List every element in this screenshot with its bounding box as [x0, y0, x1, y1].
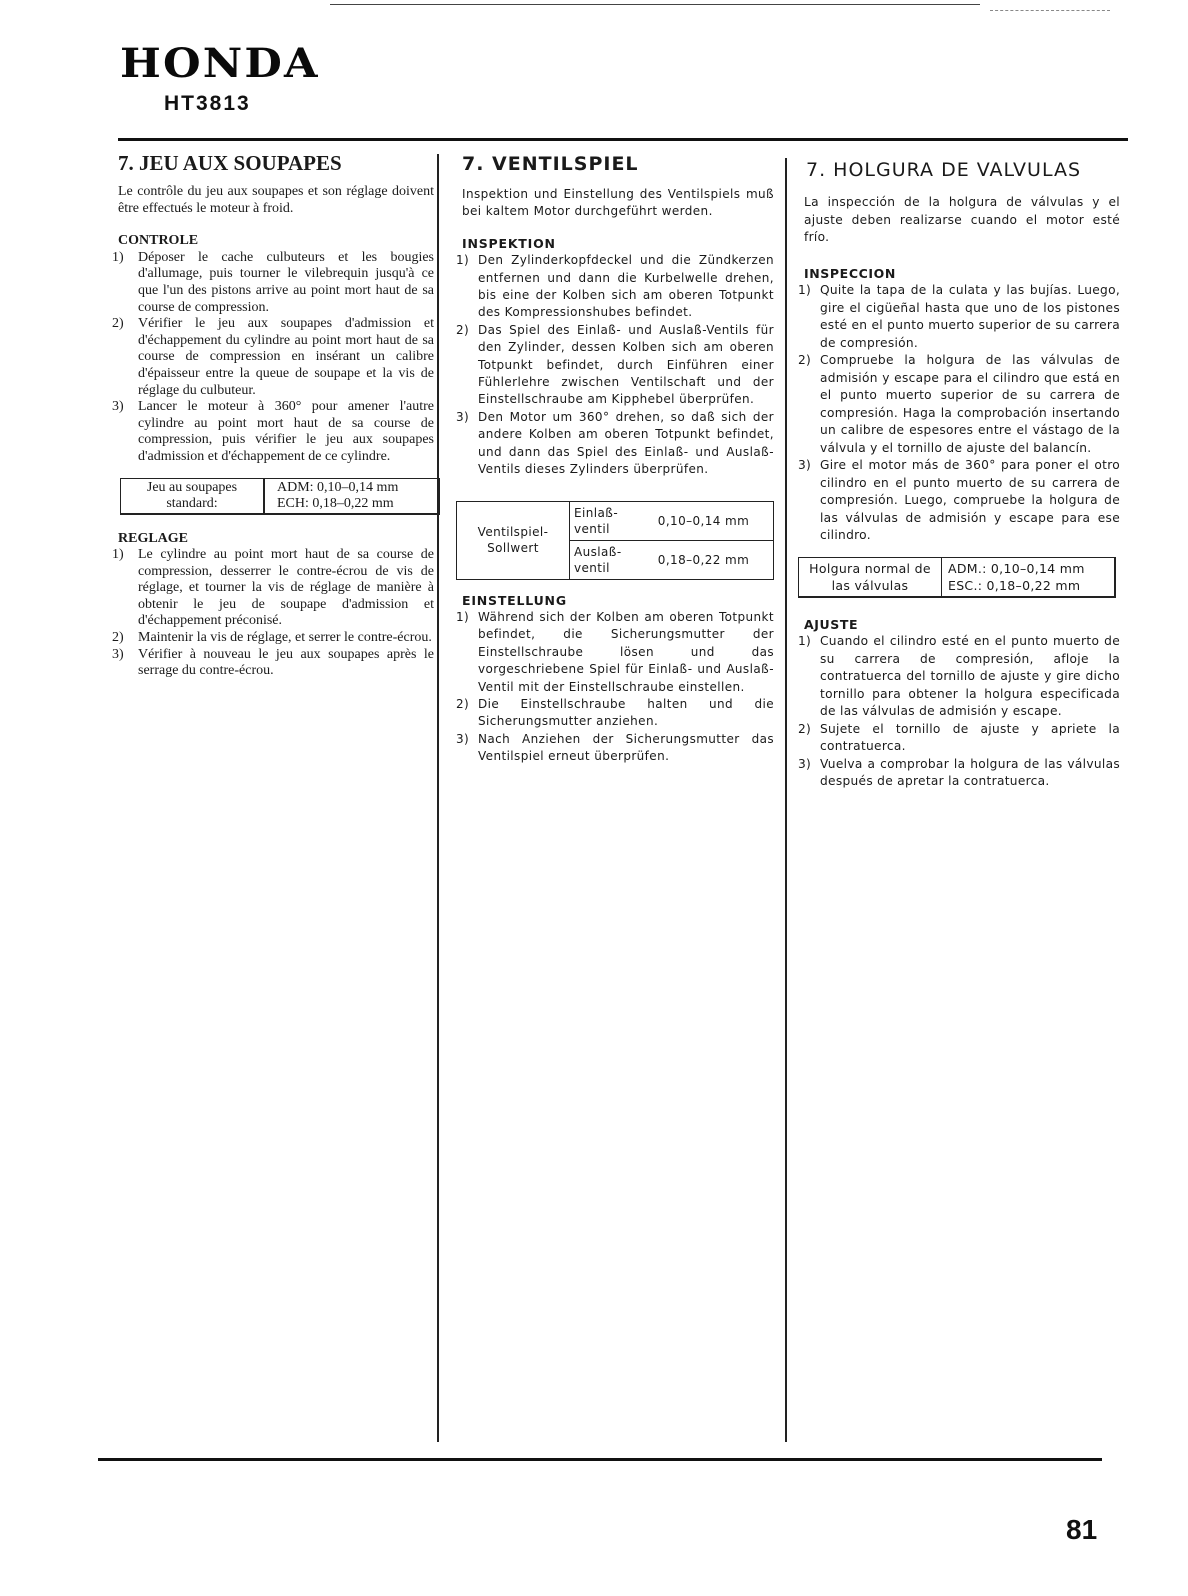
- model-number: HT3813: [164, 92, 251, 115]
- step-text: Gire el motor más de 360° para poner el otro cilindro en el punto muerto de su carrera de compresión. Luego, compruebe la holgura de las válvulas de admisión y escape para ese cilindro.: [820, 458, 1120, 542]
- list-item: [456, 409, 774, 479]
- german-column: [456, 152, 774, 766]
- section-title: 7. HOLGURA DE VALVULAS: [806, 159, 1082, 181]
- step-text: Die Einstellschraube halten und die Sicherungsmutter anziehen.: [478, 696, 774, 729]
- adjust-heading: AJUSTE: [804, 616, 859, 632]
- step-text: Während sich der Kolben am oberen Totpunkt befindet, die Sicherungsmutter der Einstellschraube lösen und das vorgeschriebene Spiel für Einlaß- und Auslaß-Ventil mit der Einstellschraube einstellen.: [478, 609, 774, 694]
- page-number: 81: [1066, 1514, 1098, 1545]
- step-text: Compruebe la holgura de las válvulas de admisión y escape para el cilindro que está en el punto muerto superior de su carrera de compresión. Haga la comprobación insertando un calibre de espesores entre el vástago de la válvula y el tornillo de ajuste del balancín.: [820, 353, 1120, 455]
- spec-table: [798, 557, 1116, 598]
- list-item: [798, 352, 1120, 457]
- check-steps: [798, 282, 1120, 545]
- list-item: [112, 250, 434, 316]
- step-number: 3): [112, 399, 124, 415]
- section-title: 7. VENTILSPIEL: [462, 153, 639, 175]
- spec-intake-value: ADM.: 0,10–0,14 mm: [948, 560, 1085, 576]
- step-text: Vuelva a comprobar la holgura de las válvulas después de apretar la contratuerca.: [820, 756, 1120, 788]
- list-item: [112, 647, 434, 680]
- list-item: [798, 633, 1120, 721]
- step-text: Sujete el tornillo de ajuste y apriete la contratuerca.: [820, 721, 1120, 753]
- step-number: 1): [112, 249, 124, 265]
- spec-intake-label: Einlaß-ventil: [570, 501, 635, 540]
- list-item: [456, 696, 774, 731]
- spec-intake-value: 0,10–0,14 mm: [634, 501, 774, 540]
- top-dashed-rule: [990, 10, 1110, 11]
- step-text: Lancer le moteur à 360° pour amener l'autre cylindre au point mort haut de sa course de compression, puis vérifier le jeu aux soupapes d'admission et d'échappement de ce cylindre.: [138, 399, 434, 464]
- spec-label: Holgura normal de las válvulas: [799, 557, 942, 597]
- check-heading: INSPEKTION: [462, 235, 556, 251]
- list-item: [456, 252, 774, 322]
- list-item: [456, 731, 774, 766]
- step-number: 3): [456, 409, 470, 424]
- step-number: 1): [112, 547, 124, 563]
- step-number: 1): [456, 253, 470, 268]
- step-text: Vérifier le jeu aux soupapes d'admission et d'échappement du cylindre au point mort haut de sa course de compression en insérant un calibre d'épaisseur entre la queue de soupape et la vis de réglage du culbuteur.: [138, 316, 434, 398]
- list-item: [112, 547, 434, 630]
- spec-exhaust-value: 0,18–0,22 mm: [634, 540, 774, 579]
- header-rule: [118, 138, 1128, 141]
- step-number: 1): [798, 634, 812, 648]
- step-text: Quite la tapa de la culata y las bujías. Luego, gire el cigüeñal hasta que uno de los pistones esté en el punto muerto superior de su carrera de compresión.: [820, 283, 1120, 350]
- step-text: Déposer le cache culbuteurs et les bougies d'allumage, puis tourner le vilebrequin jusqu'à ce que l'un des pistons arrive au point mort haut de sa course de compression.: [138, 249, 434, 315]
- column-divider: [785, 158, 787, 1442]
- footer-rule: [98, 1458, 1102, 1461]
- list-item: [456, 609, 774, 696]
- adjust-heading: EINSTELLUNG: [462, 592, 567, 608]
- step-number: 3): [798, 458, 812, 472]
- check-steps: [112, 250, 434, 466]
- check-steps: [456, 252, 774, 478]
- list-item: [112, 630, 434, 647]
- intro-paragraph: La inspección de la holgura de válvulas y el ajuste deben realizarse cuando el motor esté frío.: [804, 195, 1120, 244]
- check-heading: CONTROLE: [118, 233, 199, 249]
- step-text: Maintenir la vis de réglage, et serrer le contre-écrou.: [138, 630, 432, 646]
- list-item: [798, 282, 1120, 352]
- section-title: 7. JEU AUX SOUPAPES: [118, 151, 342, 175]
- step-text: Le cylindre au point mort haut de sa course de compression, desserrer le contre-écrou de vis de réglage, et tourner la vis de réglage de manière à obtenir le jeu de soupape d'admission et d'échappement préconisé.: [138, 547, 434, 629]
- step-number: 1): [456, 609, 470, 624]
- list-item: [798, 756, 1120, 791]
- spec-exhaust-label: Auslaß-ventil: [570, 540, 635, 579]
- top-rule: [330, 4, 980, 5]
- spec-label: Ventilspiel-Sollwert: [457, 501, 570, 579]
- step-number: 2): [112, 630, 124, 646]
- adjust-steps: [798, 633, 1120, 791]
- step-text: Cuando el cilindro esté en el punto muerto de su carrera de compresión, afloje la contratuerca del tornillo de ajuste y gire dicho tornillo para obtener la holgura especificada de las válvulas de admisión y escape.: [820, 634, 1120, 718]
- spec-exhaust-value: ECH: 0,18–0,22 mm: [277, 495, 394, 511]
- step-text: Nach Anziehen der Sicherungsmutter das Ventilspiel erneut überprüfen.: [478, 731, 774, 764]
- list-item: [112, 399, 434, 465]
- spec-table: [456, 501, 774, 580]
- list-item: [456, 322, 774, 409]
- spanish-column: [798, 158, 1120, 791]
- step-number: 2): [112, 316, 124, 332]
- adjust-steps: [112, 547, 434, 680]
- list-item: [798, 457, 1120, 545]
- list-item: [112, 316, 434, 399]
- step-number: 2): [798, 353, 812, 367]
- adjust-steps: [456, 609, 774, 766]
- step-number: 2): [456, 322, 470, 337]
- step-text: Den Motor um 360° drehen, so daß sich der andere Kolben am oberen Totpunkt befindet, und dann das Spiel des Einlaß- und Auslaß-Ventils dieses Zylinders überprüfen.: [478, 409, 774, 477]
- column-divider: [437, 154, 439, 1442]
- step-number: 2): [456, 696, 470, 711]
- brand-logo: HONDA: [120, 40, 320, 87]
- intro-paragraph: Le contrôle du jeu aux soupapes et son réglage doivent être effectués le moteur à froid.: [118, 184, 434, 216]
- spec-table: [120, 478, 440, 515]
- step-number: 1): [798, 283, 812, 297]
- step-text: Das Spiel des Einlaß- und Auslaß-Ventils für den Zylinder, dessen Kolben sich am oberen Totpunkt befindet, durch Einführen einer Fühlerlehre zwischen Ventilschaft und der Einstellschraube am Kipphebel überprüfen.: [478, 322, 774, 407]
- step-number: 3): [112, 646, 124, 662]
- spec-exhaust-value: ESC.: 0,18–0,22 mm: [948, 577, 1081, 593]
- check-heading: INSPECCION: [804, 265, 896, 281]
- step-number: 2): [798, 721, 812, 736]
- step-text: Den Zylinderkopfdeckel und die Zündkerzen entfernen und dann die Kurbelwelle drehen, bis eine der Kolben sich am oberen Totpunkt des Kompressionshubes befindet.: [478, 253, 774, 320]
- spec-label: Jeu au soupapes standard:: [121, 478, 265, 514]
- step-number: 3): [456, 731, 470, 746]
- step-number: 3): [798, 756, 812, 771]
- french-column: [112, 150, 434, 680]
- step-text: Vérifier à nouveau le jeu aux soupapes après le serrage du contre-écrou.: [138, 646, 434, 679]
- adjust-heading: REGLAGE: [118, 530, 189, 546]
- list-item: [798, 721, 1120, 756]
- intro-paragraph: Inspektion und Einstellung des Ventilspiels muß bei kaltem Motor durchgeführt werden.: [462, 187, 774, 219]
- spec-intake-value: ADM: 0,10–0,14 mm: [277, 479, 399, 495]
